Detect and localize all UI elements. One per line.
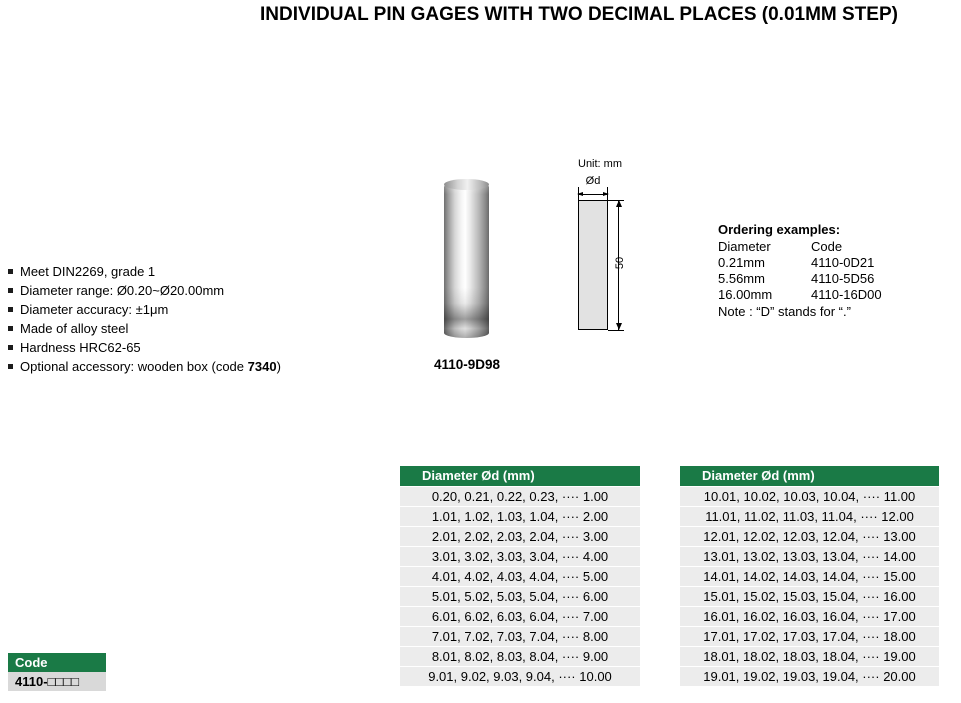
feature-item [8,264,281,280]
feature-text: Made of alloy steel [20,321,129,336]
table-row: 10.01, 10.02, 10.03, 10.04, ···· 11.00 [680,486,939,506]
ordering-row [718,271,918,287]
pin-gage-photo [444,180,489,338]
table-row: 13.01, 13.02, 13.03, 13.04, ···· 14.00 [680,546,939,566]
table-row: 2.01, 2.02, 2.03, 2.04, ···· 3.00 [400,526,640,546]
ordering-col-code: Code [811,239,843,254]
pin-top-cap [444,179,489,190]
code-box-header: Code [8,653,106,672]
feature-text: Diameter accuracy: ±1μm [20,302,169,317]
ordering-header-row [718,239,918,255]
table-row: 16.01, 16.02, 16.03, 16.04, ···· 17.00 [680,606,939,626]
ordering-col-diameter: Diameter [718,239,771,254]
length-dim-label: 50 [614,256,627,270]
table-row: 8.01, 8.02, 8.03, 8.04, ···· 9.00 [400,646,640,666]
table-row: 19.01, 19.02, 19.03, 19.04, ···· 20.00 [680,666,939,686]
arrow-up-icon [616,200,622,207]
table-row: 9.01, 9.02, 9.03, 9.04, ···· 10.00 [400,666,640,686]
ordering-diameter: 0.21mm [718,255,765,270]
ordering-code: 4110-0D21 [811,255,875,270]
table-row: 3.01, 3.02, 3.03, 3.04, ···· 4.00 [400,546,640,566]
extension-line [608,330,624,331]
bullet-icon [8,364,13,369]
table-row: 17.01, 17.02, 17.03, 17.04, ···· 18.00 [680,626,939,646]
table-row: 12.01, 12.02, 12.03, 12.04, ···· 13.00 [680,526,939,546]
code-box [8,653,106,691]
arrow-down-icon [616,323,622,330]
ordering-examples [718,222,918,320]
bullet-icon [8,307,13,312]
feature-text [20,359,281,375]
code-box-value: 4110-□□□□ [8,672,106,691]
pin-outline [578,200,608,330]
table-header: Diameter Ød (mm) [400,466,640,486]
arrow-right-icon [603,192,609,196]
table-row: 11.01, 11.02, 11.03, 11.04, ···· 12.00 [680,506,939,526]
feature-item [8,302,281,318]
table-row: 14.01, 14.02, 14.03, 14.04, ···· 15.00 [680,566,939,586]
diameter-table-1 [400,466,640,686]
feature-item [8,359,281,375]
diameter-dim-line [578,194,608,195]
feature-text-suffix: ) [276,359,281,374]
ordering-diameter: 5.56mm [718,271,765,286]
feature-item [8,340,281,356]
table-body [680,486,939,686]
feature-list [8,264,281,378]
bullet-icon [8,345,13,350]
feature-text-prefix: Optional accessory: wooden box (code [20,359,248,374]
feature-text: Meet DIN2269, grade 1 [20,264,156,279]
feature-item [8,321,281,337]
ordering-diameter: 16.00mm [718,287,773,302]
feature-text: Diameter range: Ø0.20~Ø20.00mm [20,283,225,298]
table-row: 6.01, 6.02, 6.03, 6.04, ···· 7.00 [400,606,640,626]
table-row: 5.01, 5.02, 5.03, 5.04, ···· 6.00 [400,586,640,606]
ordering-code: 4110-16D00 [811,287,882,302]
page-title: INDIVIDUAL PIN GAGES WITH TWO DECIMAL PLACES (0.01MM STEP) [260,4,898,25]
ordering-note: Note : “D” stands for “.” [718,304,851,319]
product-code-label: 4110-9D98 [433,357,501,372]
diameter-table-2 [680,466,939,686]
bullet-icon [8,269,13,274]
ordering-row [718,255,918,271]
feature-item [8,283,281,299]
arrow-left-icon [577,192,583,196]
table-row: 4.01, 4.02, 4.03, 4.04, ···· 5.00 [400,566,640,586]
feature-text: Hardness HRC62-65 [20,340,141,355]
table-row: 15.01, 15.02, 15.03, 15.04, ···· 16.00 [680,586,939,606]
table-row: 1.01, 1.02, 1.03, 1.04, ···· 2.00 [400,506,640,526]
ordering-code: 4110-5D56 [811,271,875,286]
table-row: 0.20, 0.21, 0.22, 0.23, ···· 1.00 [400,486,640,506]
feature-text-code: 7340 [247,359,277,374]
dimension-drawing [560,158,690,348]
unit-label: Unit: mm [578,158,622,170]
ordering-title: Ordering examples: [718,222,841,237]
table-row: 18.01, 18.02, 18.03, 18.04, ···· 19.00 [680,646,939,666]
bullet-icon [8,288,13,293]
table-header: Diameter Ød (mm) [680,466,939,486]
diameter-dim-label: Ød [585,175,601,187]
table-row: 7.01, 7.02, 7.03, 7.04, ···· 8.00 [400,626,640,646]
bullet-icon [8,326,13,331]
ordering-row [718,287,918,303]
table-body [400,486,640,686]
